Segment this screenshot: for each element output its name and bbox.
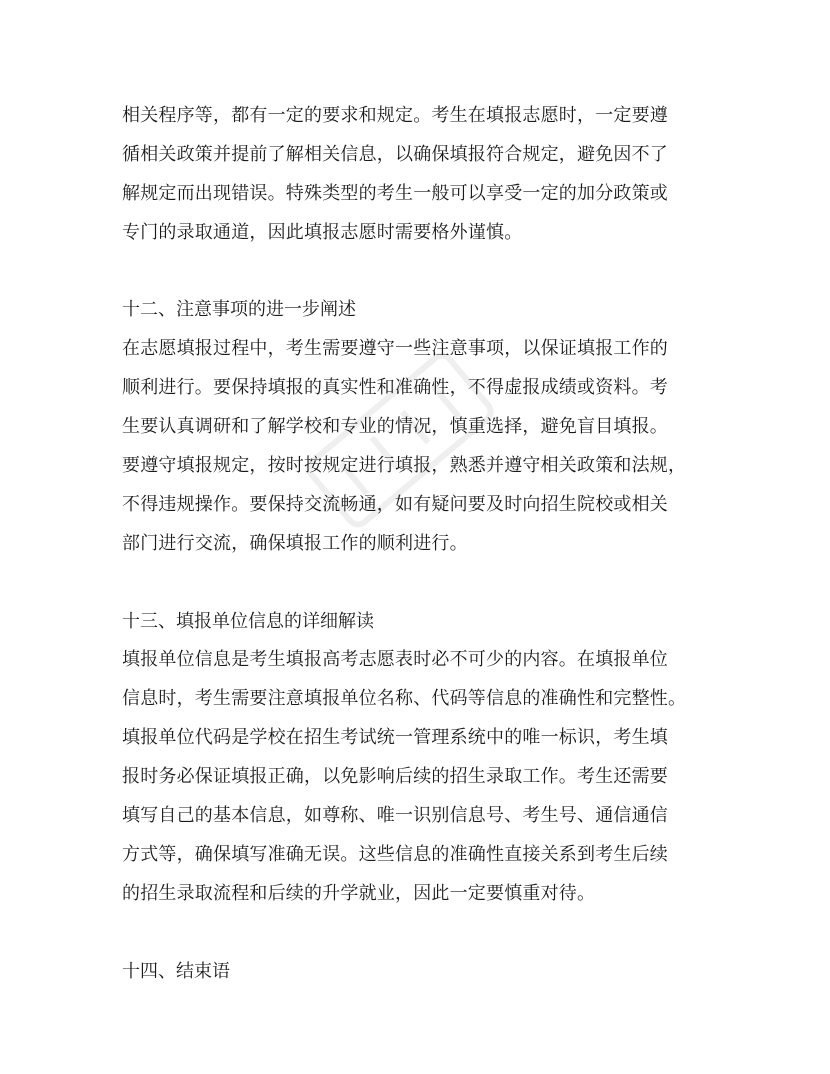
paragraph-line: 填报单位代码是学校在招生考试统一管理系统中的唯一标识，考生填 [122,727,668,749]
paragraph-line: 填报单位信息是考生填报高考志愿表时必不可少的内容。在填报单位 [122,649,668,671]
paragraph-line: 解规定而出现错误。特殊类型的考生一般可以享受一定的加分政策或 [122,182,668,204]
section-heading-12: 十二、注意事项的进一步阐述 [122,299,356,321]
paragraph-line: 部门进行交流，确保填报工作的顺利进行。 [122,532,468,554]
paragraph-line: 顺利进行。要保持填报的真实性和准确性，不得虚报成绩或资料。考 [122,377,668,399]
paragraph-line: 报时务必保证填报正确，以免影响后续的招生录取工作。考生还需要 [122,766,668,788]
paragraph-line: 要遵守填报规定，按时按规定进行填报，熟悉并遵守相关政策和法规， [122,455,687,477]
paragraph-line: 循相关政策并提前了解相关信息，以确保填报符合规定，避免因不了 [122,143,668,165]
paragraph-gap [122,253,732,292]
paragraph-line: 在志愿填报过程中，考生需要遵守一些注意事项，以保证填报工作的 [122,338,668,360]
paragraph-gap [122,564,732,603]
paragraph-line: 相关程序等，都有一定的要求和规定。考生在填报志愿时，一定要遵 [122,105,668,126]
paragraph-line: 专门的录取通道，因此填报志愿时需要格外谨慎。 [122,221,523,243]
paragraph-line: 填写自己的基本信息，如尊称、唯一识别信息号、考生号、通信通信 [122,805,668,827]
paragraph-line: 的招生录取流程和后续的升学就业，因此一定要慎重对待。 [122,882,596,904]
paragraph-line: 方式等，确保填写准确无误。这些信息的准确性直接关系到考生后续 [122,843,668,865]
section-heading-13: 十三、填报单位信息的详细解读 [122,610,374,632]
paragraph-line: 生要认真调研和了解学校和专业的情况，慎重选择，避免盲目填报。 [122,416,668,438]
paragraph-gap [122,914,732,953]
paragraph-line: 不得违规操作。要保持交流畅通，如有疑问要及时向招生院校或相关 [122,493,668,515]
section-heading-14: 十四、结束语 [122,960,230,982]
document-body [122,97,732,991]
paragraph-line: 信息时，考生需要注意填报单位名称、代码等信息的准确性和完整性。 [122,688,687,710]
